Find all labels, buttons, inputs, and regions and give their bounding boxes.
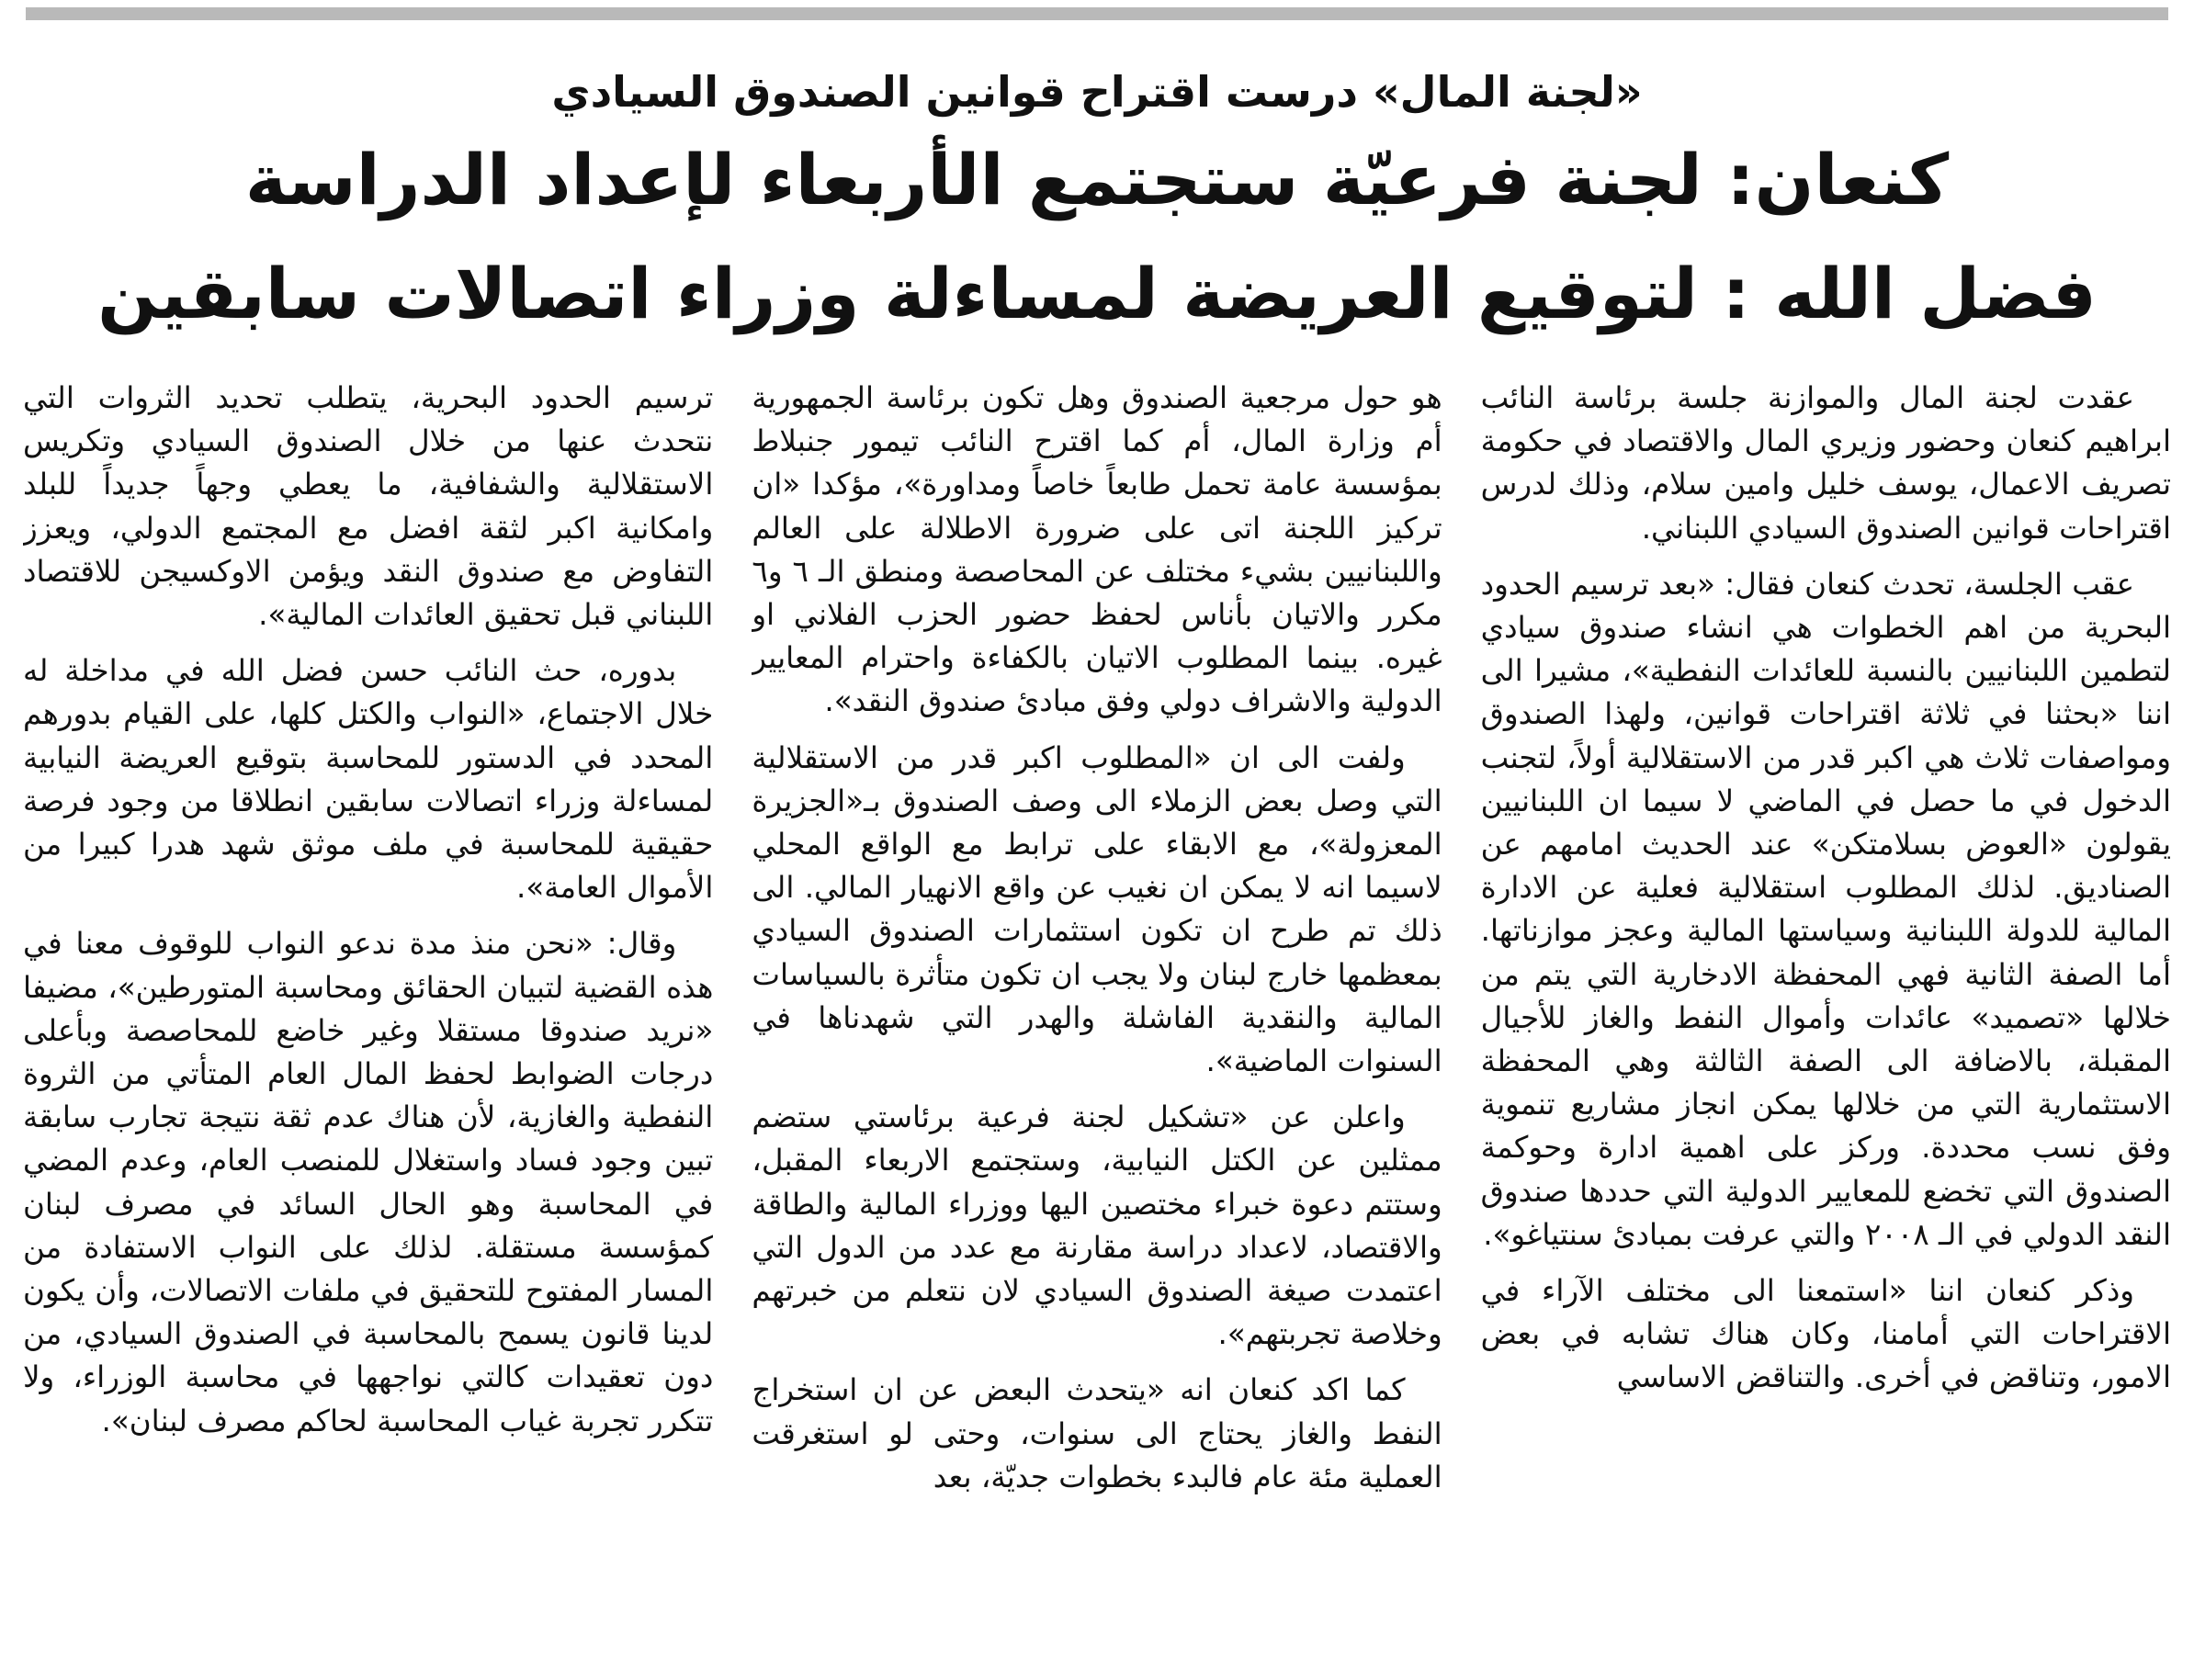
main-headline-1: كنعان: لجنة فرعيّة ستجتمع الأربعاء لإعداد الدراسة xyxy=(244,139,1950,220)
headline-block xyxy=(74,64,2120,364)
paragraph: وقال: «نحن منذ مدة ندعو النواب للوقوف معنا في هذه القضية لتبيان الحقائق ومحاسبة المتورطين»، مضيفا «نريد صندوقا مستقلا وغير خاضع للمحاصصة وبأعلى درجات الضوابط لحفظ المال العام المتأتي من الثروة النفطية والغازية، لأن هناك عدم ثقة نتيجة تجارب سابقة تبين وجود فساد واستغلال للمنصب العام، وعدم المضي في المحاسبة وهو الحال السائد في مصرف لبنان كمؤسسة مستقلة. لذلك على النواب الاستفادة من المسار المفتوح للتحقيق في ملفات الاتصالات، وأن يكون لدينا قانون يسمح بالمحاسبة في الصندوق السيادي، من دون تعقيدات كالتي نواجهها في محاسبة الوزراء، ولا تتكرر تجربة غياب المحاسبة لحاكم مصرف لبنان». xyxy=(23,926,714,1438)
paragraph: بدوره، حث النائب حسن فضل الله في مداخلة له خلال الاجتماع، «النواب والكتل كلها، على القيام بدورهم المحدد في الدستور للمحاسبة بتوقيع العريضة النيابية لمساءلة وزراء اتصالات سابقين انطلاقا من وجود فرصة حقيقية للمحاسبة في ملف موثق شهد هدرا كبيرا من الأموال العامة». xyxy=(23,653,714,906)
paragraph: واعلن عن «تشكيل لجنة فرعية برئاستي ستضم ممثلين عن الكتل النيابية، وستجتمع الاربعاء المقبل، وستتم دعوة خبراء مختصين اليها ووزراء المالية والطاقة والاقتصاد، لاعداد دراسة مقارنة مع عدد من الدول التي اعتمدت صيغة الصندوق السيادي لان نتعلم من خبرتهم وخلاصة تجربتهم». xyxy=(752,1099,1442,1352)
paragraph: ترسيم الحدود البحرية، يتطلب تحديد الثروات التي نتحدث عنها من خلال الصندوق السيادي وتكريس الاستقلالية والشفافية، ما يعطي وجهاً جديداً للبلد وامكانية اكبر لثقة افضل مع المجتمع الدولي، ويعزز التفاوض مع صندوق النقد ويؤمن الاوكسيجن للاقتصاد اللبناني قبل تحقيق العائدات المالية». xyxy=(23,380,714,633)
article-column-1 xyxy=(1481,377,2171,1663)
article-columns xyxy=(23,377,2171,1663)
top-rule xyxy=(26,7,2168,20)
kicker-headline: «لجنة المال» درست اقتراح قوانين الصندوق السيادي xyxy=(551,67,1643,117)
paragraph: عقدت لجنة المال والموازنة جلسة برئاسة النائب ابراهيم كنعان وحضور وزيري المال والاقتصاد في حكومة تصريف الاعمال، يوسف خليل وامين سلام، وذلك لدرس اقتراحات قوانين الصندوق السيادي اللبناني. xyxy=(1480,380,2171,546)
paragraph: وذكر كنعان اننا «استمعنا الى مختلف الآراء في الاقتراحات التي أمامنا، وكان هناك تشابه في بعض الامور، وتناقض في أخرى. والتناقض الاساسي xyxy=(1480,1273,2171,1395)
paragraph: ولفت الى ان «المطلوب اكبر قدر من الاستقلالية التي وصل بعض الزملاء الى وصف الصندوق بـ«الجزيرة المعزولة»، مع الابقاء على ترابط مع الواقع المحلي لاسيما انه لا يمكن ان نغيب عن واقع الانهيار المالي. الى ذلك تم طرح ان تكون استثمارات الصندوق السيادي بمعظمها خارج لبنان ولا يجب ان تكون متأثرة بالسياسات المالية والنقدية الفاشلة والهدر التي شهدناها في السنوات الماضية». xyxy=(752,739,1442,1079)
paragraph: عقب الجلسة، تحدث كنعان فقال: «بعد ترسيم الحدود البحرية من اهم الخطوات هي انشاء صندوق سيادي لتطمين اللبنانيين بالنسبة للعائدات النفطية»، مشيرا الى اننا «بحثنا في ثلاثة اقتراحات قوانين، ولهذا الصندوق ومواصفات ثلاث هي اكبر قدر من الاستقلالية أولاً، لتجنب الدخول في ما حصل في الماضي لا سيما ان اللبنانيين يقولون «العوض بسلامتكن» عند الحديث امامهم عن الصناديق. لذلك المطلوب استقلالية فعلية عن الادارة المالية للدولة اللبنانية وسياستها المالية وعجز موازناتها. أما الصفة الثانية فهي المحفظة الادخارية التي يتم من خلالها «تصميد» عائدات وأموال النفط والغاز للأجيال المقبلة، بالاضافة الى الصفة الثالثة وهي المحفظة الاستثمارية التي من خلالها يمكن انجاز مشاريع تنموية وفق نسب محددة. وركز على اهمية ادارة وحوكمة الصندوق التي تخضع للمعايير الدولية التي حددها صندوق النقد الدولي في الـ ٢٠٠٨ والتي عرفت بمبادئ سنتياغو». xyxy=(1480,566,2171,1252)
article-column-2 xyxy=(752,377,1442,1663)
paragraph: هو حول مرجعية الصندوق وهل تكون برئاسة الجمهورية أم وزارة المال، أم كما اقترح النائب تيمور جنبلاط بمؤسسة عامة تحمل طابعاً خاصاً ومداورة»، مؤكدا «ان تركيز اللجنة اتى على ضرورة الاطلالة على العالم واللبنانيين بشيء مختلف عن المحاصصة ومنطق الـ ٦ و٦ مكرر والاتيان بأناس لحفظ حضور الحزب الفلاني او غيره. بينما المطلوب الاتيان بالكفاءة واحترام المعايير الدولية والاشراف دولي وفق مبادئ صندوق النقد». xyxy=(752,380,1442,719)
paragraph: كما اكد كنعان انه «يتحدث البعض عن ان استخراج النفط والغاز يحتاج الى سنوات، وحتى لو استغرقت العملية مئة عام فالبدء بخطوات جديّة، بعد xyxy=(752,1372,1442,1494)
main-headline-2: فضل الله : لتوقيع العريضة لمساءلة وزراء اتصالات سابقين xyxy=(97,253,2097,334)
article-column-3 xyxy=(23,377,713,1663)
